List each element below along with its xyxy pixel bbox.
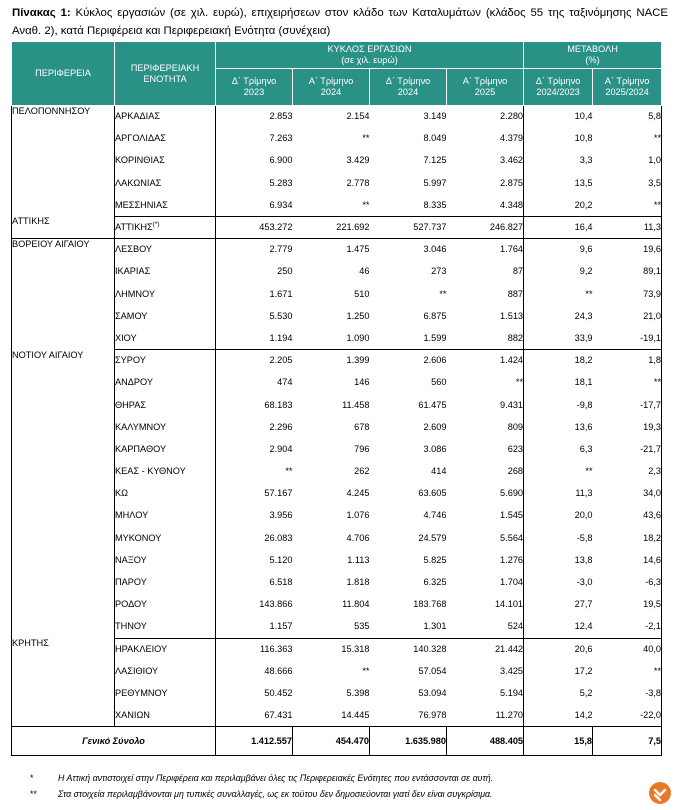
footnote-symbol: ** [30, 789, 37, 799]
unit-name: ΛΕΣΒΟΥ [115, 244, 153, 255]
unit-name: ΗΡΑΚΛΕΙΟΥ [115, 643, 168, 654]
unit-name: ΘΗΡΑΣ [115, 399, 147, 410]
region-cell: ΒΟΡΕΙΟΥ ΑΙΓΑΙΟΥ [12, 239, 115, 350]
value-cell: 24.579 [418, 532, 447, 543]
value-cell: 474 [277, 377, 293, 388]
value-cell: 246.827 [447, 216, 524, 238]
value-cell: 1.276 [447, 549, 524, 571]
value-cell: 3.956 [269, 510, 293, 521]
table-row [12, 350, 662, 372]
unit-name: ΧΑΝΙΩΝ [115, 709, 150, 720]
value-cell: 6.518 [269, 577, 293, 588]
unit-name: ΑΤΤΙΚΗΣ [115, 222, 153, 233]
unit-name: ΚΑΛΥΜΝΟΥ [115, 421, 167, 432]
unit-cell [115, 505, 216, 527]
value-cell: ** [585, 288, 593, 299]
unit-cell [115, 660, 216, 682]
value-cell: 3.425 [447, 660, 524, 682]
header-period-quarter: Α΄ Τρίμηνο [308, 76, 354, 86]
value-cell: 18,1 [574, 377, 593, 388]
footnote [30, 786, 670, 802]
header-period [293, 69, 370, 106]
unit-name: ΜΕΣΣΗΝΙΑΣ [115, 199, 168, 210]
table-row [12, 638, 662, 660]
value-cell: 18,2 [574, 355, 593, 366]
value-cell: 20,6 [574, 643, 593, 654]
unit-cell [115, 283, 216, 305]
value-cell: 1.818 [346, 577, 370, 588]
value-cell: 2.779 [269, 244, 293, 255]
value-cell: 89,1 [593, 261, 662, 283]
unit-name: ΡΕΘΥΜΝΟΥ [115, 687, 168, 698]
region-cell: ΠΕΛΟΠΟΝΝΗΣΟΥ [12, 106, 115, 217]
value-cell: 26.083 [264, 532, 293, 543]
value-cell: 5,8 [593, 106, 662, 128]
value-cell: 19,3 [593, 416, 662, 438]
header-change-group [524, 42, 662, 69]
value-cell: 3.086 [423, 443, 447, 454]
header-period [370, 69, 447, 106]
value-cell: 2.205 [269, 355, 293, 366]
turnover-table [11, 41, 662, 756]
header-period-year: 2023 [243, 87, 265, 97]
header-region: ΠΕΡΙΦΕΡΕΙΑ [12, 42, 115, 106]
value-cell: -17,7 [593, 394, 662, 416]
value-cell: 3.429 [346, 155, 370, 166]
unit-cell [115, 372, 216, 394]
unit-cell [115, 638, 216, 660]
table-row [12, 216, 662, 238]
value-cell: 14.445 [293, 705, 370, 727]
header-period-year: 2024 [397, 87, 419, 97]
unit-cell [115, 549, 216, 571]
header-period-quarter: Α΄ Τρίμηνο [604, 76, 650, 86]
value-cell: 9,2 [579, 266, 593, 277]
watermark-logo-icon [648, 781, 672, 805]
header-period-quarter: Δ΄ Τρίμηνο [535, 76, 581, 86]
header-period-quarter: Δ΄ Τρίμηνο [231, 76, 277, 86]
value-cell: 19,5 [593, 594, 662, 616]
value-cell: 678 [354, 421, 370, 432]
value-cell: -6,3 [593, 571, 662, 593]
value-cell: 14.101 [447, 594, 524, 616]
value-cell: 1.513 [447, 305, 524, 327]
total-value-cell: 15,8 [524, 727, 593, 756]
total-value-cell: 7,5 [593, 727, 662, 756]
value-cell: 809 [447, 416, 524, 438]
value-cell: 2.280 [447, 106, 524, 128]
value-cell: 273 [431, 266, 447, 277]
value-cell: 524 [447, 616, 524, 638]
table-row [12, 239, 662, 261]
value-cell: 18,2 [593, 527, 662, 549]
total-value-cell: 1.412.557 [216, 727, 293, 756]
unit-cell [115, 327, 216, 349]
value-cell: 560 [431, 377, 447, 388]
table-caption [12, 4, 668, 40]
value-cell: 5.398 [346, 687, 370, 698]
unit-name: ΡΟΔΟΥ [115, 599, 148, 610]
unit-name: ΧΙΟΥ [115, 332, 137, 343]
value-cell: 40,0 [593, 638, 662, 660]
value-cell: ** [593, 194, 662, 216]
unit-name: ΤΗΝΟΥ [115, 621, 147, 632]
value-cell: 14,6 [593, 549, 662, 571]
unit-cell [115, 172, 216, 194]
header-turnover-sub: (σε χιλ. ευρώ) [341, 55, 398, 65]
unit-name: ΚΕΑΣ - ΚΥΘΝΟΥ [115, 466, 186, 477]
value-cell: 1.545 [447, 505, 524, 527]
footnote [30, 770, 670, 786]
unit-name: ΜΗΛΟΥ [115, 510, 149, 521]
value-cell: 6.875 [423, 310, 447, 321]
unit-name: ΛΑΣΙΘΙΟΥ [115, 665, 159, 676]
value-cell: 17,2 [574, 665, 593, 676]
value-cell: 11,3 [575, 488, 593, 499]
value-cell: 1.090 [293, 327, 370, 349]
value-cell: 140.328 [413, 643, 447, 654]
value-cell: 1.399 [346, 355, 370, 366]
value-cell: 268 [447, 461, 524, 483]
value-cell: 11.270 [447, 705, 524, 727]
unit-name: ΛΑΚΩΝΙΑΣ [115, 177, 162, 188]
total-label: Γενικό Σύνολο [12, 727, 216, 756]
value-cell: ** [593, 660, 662, 682]
value-cell: 68.183 [264, 399, 293, 410]
total-value-cell: 1.635.980 [370, 727, 447, 756]
value-cell: 146 [354, 377, 370, 388]
unit-cell [115, 239, 216, 261]
value-cell: 5.825 [423, 554, 447, 565]
value-cell: 1.113 [347, 554, 370, 565]
header-period-year: 2024/2023 [536, 87, 580, 97]
region-cell: ΑΤΤΙΚΗΣ [12, 216, 115, 238]
value-cell: 250 [277, 266, 293, 277]
value-cell: 76.978 [370, 705, 447, 727]
value-cell: 6,3 [579, 443, 593, 454]
value-cell: ** [447, 372, 524, 394]
unit-cell [115, 594, 216, 616]
value-cell: 5.194 [447, 682, 524, 704]
value-cell: 510 [354, 288, 370, 299]
header-period [524, 69, 593, 106]
value-cell: 73,9 [593, 283, 662, 305]
value-cell: 11,3 [593, 216, 662, 238]
value-cell: 50.452 [264, 687, 293, 698]
unit-name: ΠΑΡΟΥ [115, 577, 147, 588]
value-cell: ** [585, 466, 593, 477]
unit-cell [115, 394, 216, 416]
value-cell: 3.046 [423, 244, 447, 255]
value-cell: 1.671 [269, 288, 293, 299]
value-cell: 5.997 [423, 177, 447, 188]
unit-name: ΚΩ [115, 488, 128, 499]
value-cell: -5,8 [576, 532, 593, 543]
value-cell: 13,6 [574, 421, 593, 432]
value-cell: 1,0 [593, 150, 662, 172]
value-cell: 116.363 [259, 643, 293, 654]
region-cell: ΝΟΤΙΟΥ ΑΙΓΑΙΟΥ [12, 350, 115, 638]
value-cell: ** [593, 372, 662, 394]
header-period [447, 69, 524, 106]
footnote-symbol: * [30, 773, 34, 783]
unit-cell [115, 571, 216, 593]
header-change: ΜΕΤΑΒΟΛΗ [567, 44, 618, 54]
caption-label: Πίνακας 1: [12, 7, 71, 19]
header-period [216, 69, 293, 106]
value-cell: 3,5 [593, 172, 662, 194]
unit-cell [115, 305, 216, 327]
value-cell: 1.764 [447, 239, 524, 261]
value-cell: 4.706 [346, 532, 370, 543]
value-cell: 8.335 [370, 194, 447, 216]
value-cell: 34,0 [593, 483, 662, 505]
value-cell: 2.778 [346, 177, 370, 188]
value-cell: 3.462 [447, 150, 524, 172]
value-cell: -2,1 [593, 616, 662, 638]
value-cell: -21,7 [593, 438, 662, 460]
total-value-cell: 454.470 [293, 727, 370, 756]
caption-text: Κύκλος εργασιών (σε χιλ. ευρώ), επιχειρήσεων στον κλάδο των Καταλυμάτων (κλάδος 55 της ταξινόμησης NACE Αναθ. 2), κατά Περιφέρεια και Περιφερειακή Ενότητα (συνέχεια) [12, 7, 668, 37]
value-cell: 414 [431, 466, 447, 477]
unit-cell [115, 216, 216, 238]
unit-name: ΚΟΡΙΝΘΙΑΣ [115, 155, 165, 166]
unit-cell [115, 150, 216, 172]
value-cell: -3,0 [576, 577, 593, 588]
header-change-sub: (%) [585, 55, 600, 65]
value-cell: 882 [447, 327, 524, 349]
header-period [593, 69, 662, 106]
header-period-quarter: Δ΄ Τρίμηνο [385, 76, 431, 86]
total-value-cell: 488.405 [447, 727, 524, 756]
unit-cell [115, 616, 216, 638]
unit-cell [115, 527, 216, 549]
value-cell: 1.599 [370, 327, 447, 349]
header-period-year: 2025/2024 [605, 87, 649, 97]
value-cell: 11.458 [342, 399, 370, 410]
value-cell: 67.431 [216, 705, 293, 727]
unit-name: ΣΑΜΟΥ [115, 310, 148, 321]
value-cell: -9,8 [576, 399, 593, 410]
value-cell: 19,6 [593, 239, 662, 261]
value-cell: 57.167 [264, 488, 293, 499]
unit-cell [115, 194, 216, 216]
value-cell: 21.442 [447, 638, 524, 660]
unit-cell [115, 350, 216, 372]
value-cell: 1.424 [447, 350, 524, 372]
footnote-text: Στα στοιχεία περιλαμβάνονται μη τυπικές συναλλαγές, ως εκ τούτου δεν δημοσιεύονται γιατί δεν είναι συγκρίσιμα. [58, 789, 493, 799]
value-cell: 10,8 [574, 133, 593, 144]
footnotes [30, 770, 670, 802]
value-cell: 623 [447, 438, 524, 460]
value-cell: 527.737 [370, 216, 447, 238]
header-turnover-group [216, 42, 524, 69]
value-cell: ** [293, 194, 370, 216]
unit-cell [115, 438, 216, 460]
value-cell: 5.530 [269, 310, 293, 321]
value-cell: 1.250 [346, 310, 370, 321]
unit-name: ΚΑΡΠΑΘΟΥ [115, 443, 167, 454]
value-cell: 5,2 [579, 687, 593, 698]
value-cell: 9.431 [447, 394, 524, 416]
value-cell: 535 [293, 616, 370, 638]
value-cell: 13,5 [574, 177, 593, 188]
value-cell: 46 [359, 266, 370, 277]
value-cell: 1.076 [346, 510, 370, 521]
value-cell: 1.704 [447, 571, 524, 593]
value-cell: 57.054 [418, 665, 447, 676]
value-cell: 20,0 [574, 510, 593, 521]
value-cell: ** [593, 128, 662, 150]
header-period-year: 2024 [320, 87, 342, 97]
value-cell: 7.263 [269, 133, 293, 144]
value-cell: 453.272 [216, 216, 293, 238]
value-cell: 87 [447, 261, 524, 283]
value-cell: 1.301 [370, 616, 447, 638]
value-cell: 2.296 [269, 421, 293, 432]
value-cell: 12,4 [524, 616, 593, 638]
value-cell: 6.934 [216, 194, 293, 216]
unit-cell [115, 705, 216, 727]
value-cell: 11.804 [342, 599, 370, 610]
value-cell: -22,0 [593, 705, 662, 727]
value-cell: 887 [447, 283, 524, 305]
value-cell: 14,2 [524, 705, 593, 727]
value-cell: 16,4 [524, 216, 593, 238]
unit-cell [115, 128, 216, 150]
value-cell: 221.692 [293, 216, 370, 238]
value-cell: 24,3 [574, 310, 593, 321]
unit-cell [115, 416, 216, 438]
value-cell: 4.379 [447, 128, 524, 150]
value-cell: 2.853 [269, 111, 293, 122]
table-row [12, 106, 662, 128]
value-cell: 20,2 [524, 194, 593, 216]
unit-name: ΙΚΑΡΙΑΣ [115, 266, 151, 277]
value-cell: ** [362, 665, 370, 676]
value-cell: 2.875 [447, 172, 524, 194]
unit-cell [115, 106, 216, 128]
value-cell: 9,6 [579, 244, 593, 255]
value-cell: 2.154 [346, 111, 370, 122]
unit-name: ΜΥΚΟΝΟΥ [115, 532, 162, 543]
unit-name: ΑΡΓΟΛΙΔΑΣ [115, 133, 166, 144]
value-cell: 2.904 [269, 443, 293, 454]
value-cell: 6.325 [423, 577, 447, 588]
value-cell: 5.283 [269, 177, 293, 188]
value-cell: 2,3 [593, 461, 662, 483]
value-cell: 63.605 [418, 488, 447, 499]
value-cell: 1.157 [216, 616, 293, 638]
value-cell: 13,8 [574, 554, 593, 565]
header-period-quarter: Α΄ Τρίμηνο [462, 76, 508, 86]
value-cell: 27,7 [574, 599, 593, 610]
value-cell: 4.746 [423, 510, 447, 521]
unit-name: ΝΑΞΟΥ [115, 554, 147, 565]
value-cell: 6.900 [269, 155, 293, 166]
value-cell: 1,8 [593, 350, 662, 372]
value-cell: 143.866 [259, 599, 293, 610]
value-cell: 48.666 [264, 665, 293, 676]
value-cell: 5.120 [269, 554, 293, 565]
value-cell: 1.475 [346, 244, 370, 255]
region-cell: ΚΡΗΤΗΣ [12, 638, 115, 727]
value-cell: ** [439, 288, 447, 299]
unit-name: ΛΗΜΝΟΥ [115, 288, 156, 299]
value-cell: 183.768 [413, 599, 447, 610]
value-cell: -3,8 [593, 682, 662, 704]
unit-name: ΑΡΚΑΔΙΑΣ [115, 111, 161, 122]
value-cell: 53.094 [418, 687, 447, 698]
value-cell: 21,0 [593, 305, 662, 327]
value-cell: 2.609 [423, 421, 447, 432]
value-cell: 4.245 [346, 488, 370, 499]
value-cell: ** [362, 133, 370, 144]
value-cell: 61.475 [418, 399, 447, 410]
total-row [12, 727, 662, 756]
value-cell: 15.318 [341, 643, 370, 654]
value-cell: ** [285, 466, 293, 477]
value-cell: 5.564 [447, 527, 524, 549]
value-cell: 3.149 [423, 111, 447, 122]
unit-footnote-mark: (*) [152, 220, 160, 228]
value-cell: 43,6 [593, 505, 662, 527]
value-cell: 4.348 [447, 194, 524, 216]
value-cell: 262 [354, 466, 370, 477]
value-cell: 8.049 [423, 133, 447, 144]
value-cell: 1.194 [216, 327, 293, 349]
header-turnover: ΚΥΚΛΟΣ ΕΡΓΑΣΙΩΝ [327, 44, 412, 54]
value-cell: -19,1 [593, 327, 662, 349]
unit-cell [115, 261, 216, 283]
header-period-year: 2025 [474, 87, 496, 97]
footnote-text: Η Αττική αντιστοιχεί στην Περιφέρεια και περιλαμβάνει όλες τις Περιφερειακές Ενότητες που εντάσσονται σε αυτή. [58, 773, 494, 783]
value-cell: 33,9 [524, 327, 593, 349]
value-cell: 7.125 [423, 155, 447, 166]
unit-name: ΑΝΔΡΟΥ [115, 377, 154, 388]
unit-name: ΣΥΡΟΥ [115, 355, 146, 366]
value-cell: 3,3 [579, 155, 593, 166]
unit-cell [115, 483, 216, 505]
unit-cell [115, 461, 216, 483]
header-unit: ΠΕΡΙΦΕΡΕΙΑΚΗ ΕΝΟΤΗΤΑ [115, 42, 216, 106]
value-cell: 10,4 [574, 111, 593, 122]
unit-cell [115, 682, 216, 704]
value-cell: 2.606 [423, 355, 447, 366]
value-cell: 796 [354, 443, 370, 454]
value-cell: 5.690 [447, 483, 524, 505]
